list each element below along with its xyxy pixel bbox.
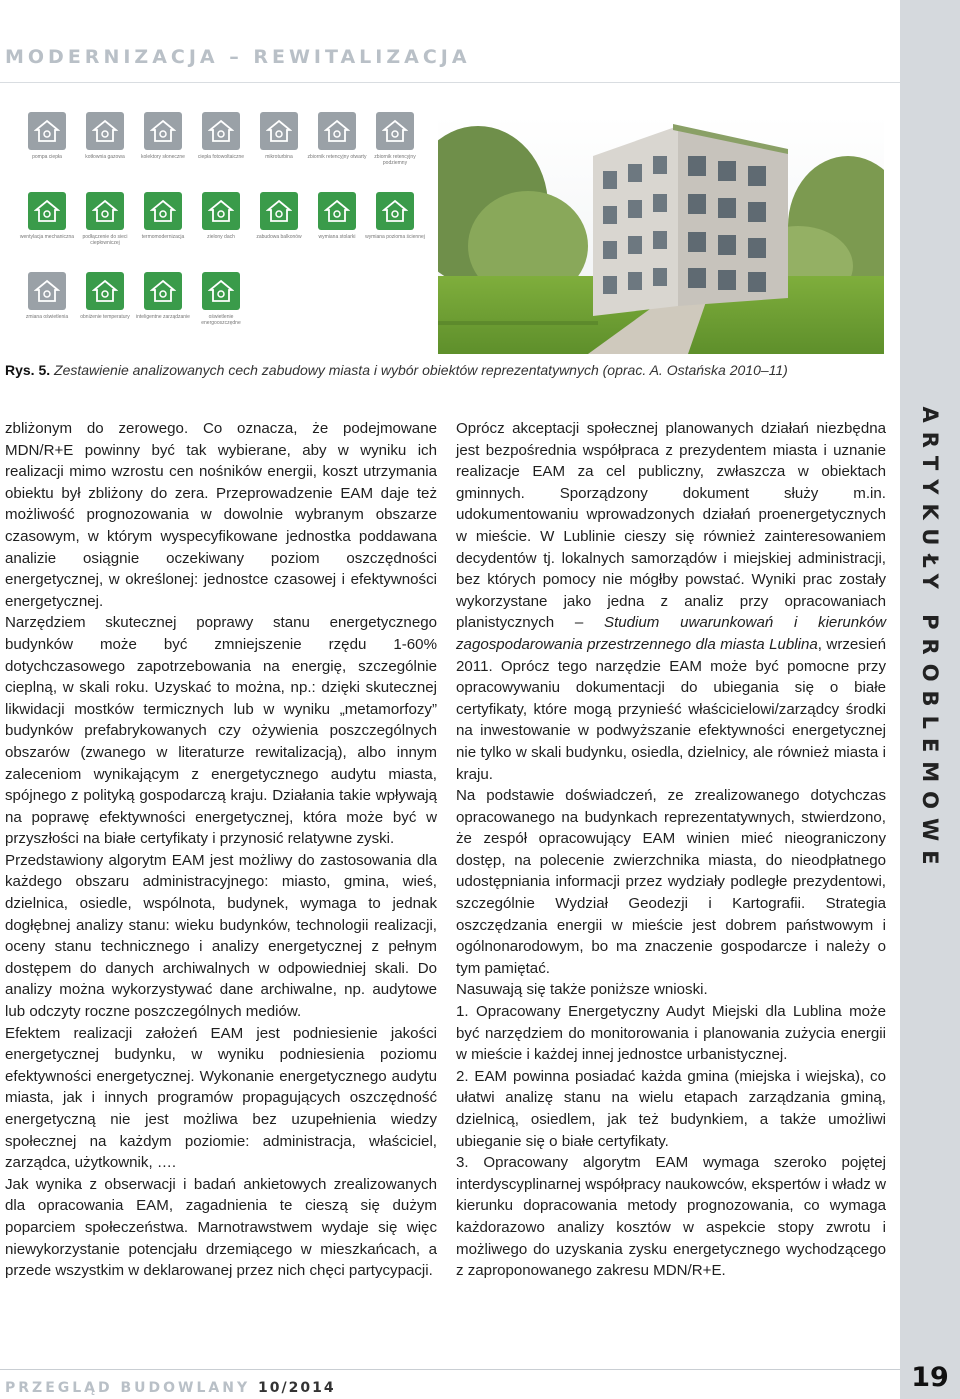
page-number: 19 [911, 1362, 949, 1393]
figure-caption-text: Zestawienie analizowanych cech zabudowy miasta i wybór obiektów reprezentatywnych (oprac. A. Ostańska 2010–11) [50, 362, 788, 378]
left-text-column [5, 418, 437, 1282]
paragraph: Nasuwają się także poniższe wnioski. [456, 981, 708, 999]
side-section-label: ARTYKUŁY PROBLEMOWE [918, 406, 942, 874]
cited-document-title: Studium uwarunkowań i kierunków zagospodarowania przestrzennego dla miasta Lublina [456, 614, 886, 653]
figure-caption [5, 362, 788, 378]
heat-pump-icon [28, 112, 66, 150]
paragraph: Jak wynika z obserwacji i badań ankietowych zrealizowanych dla opracowania EAM, zagadnienia te cieszą się dużym poparciem społeczeństwa. Marnotrawstwem wydaje się więc niewykorzystanie potencjału drzemiącego w mieszkańcach, a przede wszystkim w deklarowanej przez nich chęci partycypacji. [5, 1175, 437, 1280]
list-item: 3. Opracowany algorytm EAM wymaga szeroko pojętej interdyscyplinarnej współpracy naukowców, ekspertów i władz w kierunku dopracowania metody prognozowania, co wymaga każdorazowo analizy kosztów w aspekcie stopy zwrotu i możliwego do uzyskania zysku energetycznego wychodzącego z zaproponowanego zakresu MDN/R+E. [456, 1154, 886, 1280]
green-roof-icon [202, 192, 240, 230]
paragraph-text: , wrzesień 2011. Oprócz tego narzędzie EAM może być pomocne przy opracowywaniu dokumentacji do ubiegania się o białe certyfikaty, które mogą przynieść właścicielowi/zarządcy środki na inwestowanie w podwyższanie efektywności energetycznej nie tylko w skali budynku, osiedla, dzielnicy, ale również miasta i kraju. [456, 635, 886, 783]
floor-exchange-icon [376, 192, 414, 230]
paragraph-text: Oprócz akceptacji społecznej planowanych działań niezbędna jest bezpośrednia współpraca z prezydentem miasta i uznanie realizacje EAM za cel publiczny, zwłaszcza w obiektach gminnych. Sporządzony dokument służy m.in. udokumentowaniu wprowadzonych działań proenergetycznych w mieście. W Lublinie cieszy się również zainteresowaniem decydentów tj. lokalnych samorządów i miejskiej administracji, bez których pomocy nie mógłby powstać. Wyniki prac zostały wykorzystane jako jedna z analiz przy opracowaniach planistycznych – [456, 420, 886, 632]
energy-saving-bulb-icon [202, 272, 240, 310]
paragraph: Na podstawie doświadczeń, ze zrealizowanego dotychczas opracowanego na budynkach reprezentatywnych, stwierdzono, że zespół opracowujący EAM winien mieć nieograniczony dostęp, na polecenie zwierzchnika miasta, do nieodpłatnego udostępniania informacji przez wydziały podległe prezydentowi, szczególnie Wydział Geodezji i Kartografii. Strategia oszczędzania energii w mieście jest dobrem państwowym i ogólnonarodowym, bo ma znaczenie gospodarcze i należy o tym pamiętać. [456, 787, 886, 977]
district-heating-icon [86, 192, 124, 230]
gas-boiler-icon [86, 112, 124, 150]
icon-caption: mikroturbina [265, 154, 293, 160]
footer-divider [0, 1369, 900, 1370]
paragraph [456, 418, 886, 785]
lighting-change-icon [28, 272, 66, 310]
list-item: 2. EAM powinna posiadać każda gmina (miejska i wiejska), co ułatwi analizę stanu na wielu etapach zarządzania gminą, dzielnicą, osiedlem, jak też budynkiem, a także umożliwi ubieganie się o białe certyfikaty. [456, 1067, 886, 1150]
solar-collector-icon [144, 112, 182, 150]
temporary-reduction-icon [86, 272, 124, 310]
section-header: MODERNIZACJA – REWITALIZACJA [5, 46, 471, 68]
thermo-modernization-icon [144, 192, 182, 230]
icon-caption: inteligentne zarządzanie [136, 314, 190, 320]
micro-turbine-icon [260, 112, 298, 150]
list-item: 1. Opracowany Energetyczny Audyt Miejski dla Lublina może być narzędziem do monitorowania i planowania zużycia energii w mieście i każdej innej jednostce urbanistycznej. [456, 1003, 886, 1064]
paragraph: Efektem realizacji założeń EAM jest podniesienie jakości energetycznej budynku, w wyniku podniesienia poziomu efektywności energetycznej. Wykonanie energetycznego audytu miasta, jak i innych programów propagujących oszczędność energetyczną nie jest możliwa bez uzupełnienia wiedzy społecznej na każdym poziomie: administracja, właściciel, zarządca, użytkownik, …. [5, 1024, 437, 1172]
underground-tank-icon [376, 112, 414, 150]
header-divider [0, 82, 900, 83]
icon-caption: obniżenie temperatury [80, 314, 130, 320]
smart-management-icon [144, 272, 182, 310]
paragraph: Narzędziem skutecznej poprawy stanu energetycznego budynków może być zmniejszenie rzędu 1-60% dotychczasowego zapotrzebowania na energię, szczególnie cieplną, w skali roku. Uzyskać to można, np.: dzięki skutecznej likwidacji mostków termicznych lub w wyniku „metamorfozy” budynków prefabrykowanych czy ożywienia poszczególnych obszarów (zwanego w literaturze rewitalizacją), albo innym zaleceniom wynikającym z energetycznego audytu miasta, spójnego z polityką gospodarczą kraju. Działania takie wpływają na poprawę efektywności energetycznej, która może być w przyszłości na białe certyfikaty i przynosić relatywne zyski. [5, 614, 437, 848]
icon-caption: zmiana oświetlenia [25, 314, 69, 320]
icon-caption: oświetlenie energooszczędne [201, 314, 241, 326]
figure-icon-grid [20, 112, 430, 352]
paragraph: zbliżonym do zerowego. Co oznacza, że podejmowane MDN/R+E powinny być tak wybierane, aby w wyniku ich realizacji mimo wzrostu cen nośników energii, koszt utrzymania obiektu był zbliżony do zera. Przeprowadzenie EAM daje też możliwość prognozowania w dowolnie wybranym obszarze czasowym, w którym wyspecyfikowane jednostka poddawana analizie osiągnie oczekiwany poziom oszczędności energetycznej, w określonej: jednostce czasowej i efektywności energetycznej. [5, 420, 437, 610]
journal-footer [5, 1380, 336, 1396]
icon-caption: kotłownia gazowa [85, 154, 125, 160]
photovoltaic-icon [202, 112, 240, 150]
paragraph: Przedstawiony algorytm EAM jest możliwy do zastosowania dla każdego obszaru administracyjnego: miasto, gmina, wieś, dzielnica, osiedle, wspólnota, budynek, wymaga to jednak dogłębnej analizy stanu: wieku budynków, technologii realizacji, oceny stanu technicznego i analizy energetycznej z pełnym dostępem do danych archiwalnych w odpowiedniej skali. Do analizy można wykorzystywać dane archiwalne, np. audytowe lub odczyty roczne poszczególnych mediów. [5, 851, 437, 1021]
journal-name: PRZEGLĄD BUDOWLANY [5, 1380, 258, 1396]
window-replacement-icon [318, 192, 356, 230]
icon-caption: wentylacja mechaniczna [19, 234, 75, 240]
icon-caption: podłączenie do sieci ciepłowniczej [82, 234, 128, 246]
icon-caption: zielony dach [207, 234, 235, 240]
icon-caption: zbiornik retencyjny podziemny [374, 154, 416, 166]
icon-caption: ciepła fotowoltaiczne [197, 154, 245, 160]
retention-tank-icon [318, 112, 356, 150]
building-rendering-image [438, 116, 884, 354]
mechanical-ventilation-icon [28, 192, 66, 230]
balcony-glazing-icon [260, 192, 298, 230]
figure-caption-label: Rys. 5. [5, 362, 51, 378]
right-text-column [456, 418, 886, 1282]
icon-caption: pompa ciepła [32, 154, 62, 160]
icon-caption: termomodernizacja [141, 234, 185, 240]
icon-caption: zbiornik retencyjny otwarty [307, 154, 367, 160]
icon-caption: wymiana pozioma ściennej [365, 234, 425, 240]
icon-caption: wymiana stolarki [318, 234, 356, 240]
icon-caption: zabudowa balkonów [256, 234, 302, 240]
icon-caption: kolektory słoneczne [141, 154, 185, 160]
journal-issue: 10/2014 [258, 1380, 336, 1396]
